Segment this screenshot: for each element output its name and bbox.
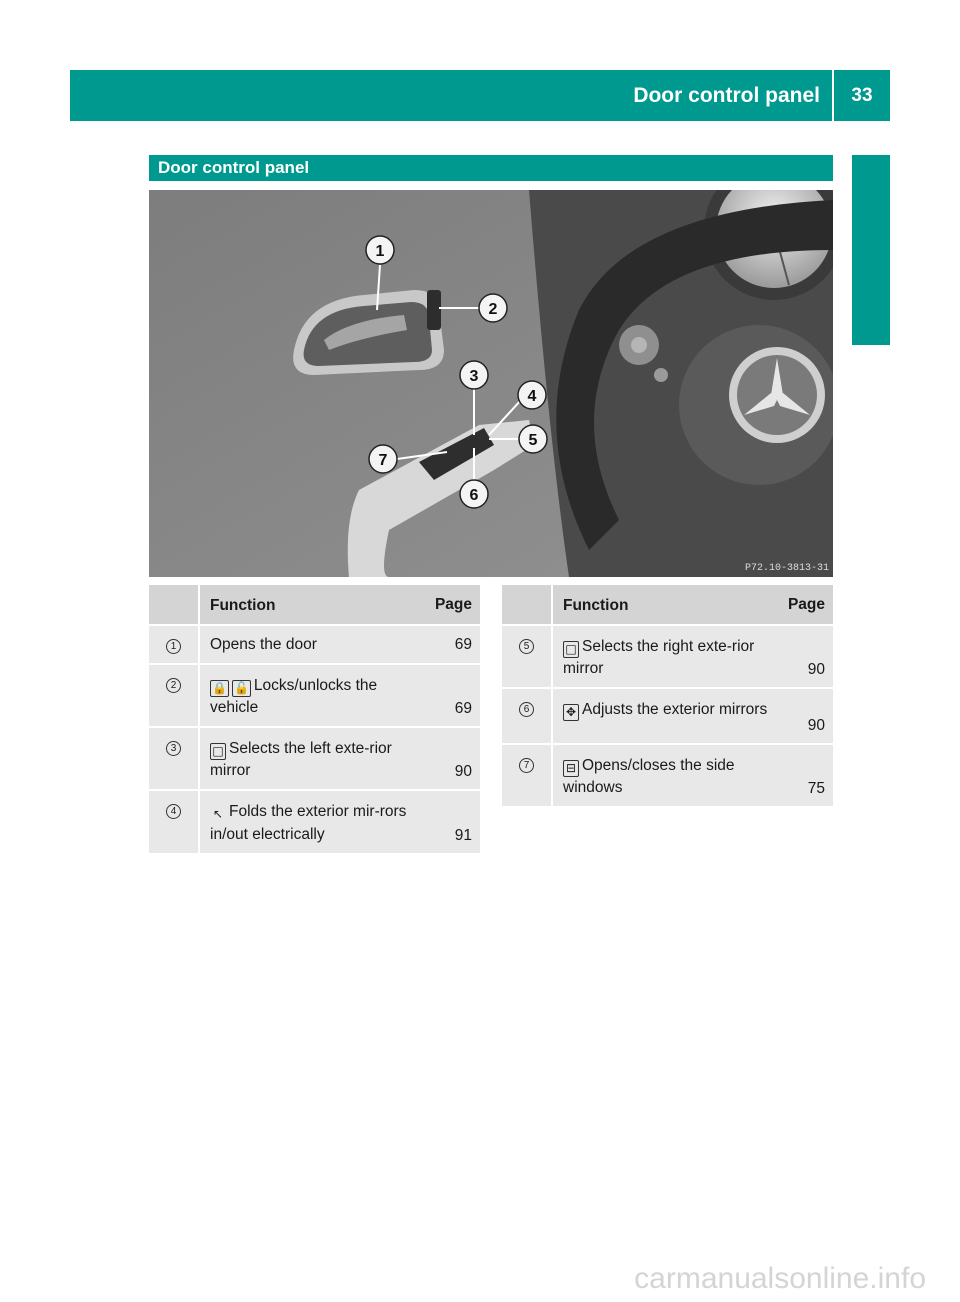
row-function: Selects the right exte-rior mirror bbox=[563, 638, 755, 677]
col-number bbox=[502, 585, 552, 625]
table-row bbox=[502, 688, 833, 744]
callout-6-label: 6 bbox=[469, 487, 479, 504]
row-function: Adjusts the exterior mirrors bbox=[582, 701, 768, 718]
row-page: 90 bbox=[429, 727, 480, 790]
door-panel-illustration bbox=[149, 190, 833, 577]
row-page: 69 bbox=[429, 625, 480, 664]
row-page: 90 bbox=[782, 688, 833, 744]
col-page: Page bbox=[782, 585, 833, 625]
header-title: Door control panel bbox=[633, 83, 820, 107]
function-table-left bbox=[149, 585, 480, 855]
adjust-mirror-icon: ✥ bbox=[563, 704, 579, 721]
col-function: Function bbox=[552, 585, 782, 625]
callout-7-label: 7 bbox=[378, 452, 388, 469]
row-number: 7 bbox=[519, 758, 534, 773]
table-header-row bbox=[502, 585, 833, 625]
row-number: 3 bbox=[166, 741, 181, 756]
table-row bbox=[502, 744, 833, 807]
row-page: 69 bbox=[429, 664, 480, 727]
callout-1 bbox=[366, 236, 394, 264]
col-function: Function bbox=[199, 585, 429, 625]
door-panel-photo bbox=[149, 190, 833, 577]
callout-4 bbox=[518, 381, 546, 409]
callout-7 bbox=[369, 445, 397, 473]
table-row bbox=[149, 790, 480, 854]
section-title: Door control panel bbox=[149, 155, 833, 181]
callout-4-label: 4 bbox=[527, 388, 537, 405]
row-number: 2 bbox=[166, 678, 181, 693]
row-page: 75 bbox=[782, 744, 833, 807]
col-page: Page bbox=[429, 585, 480, 625]
row-page: 90 bbox=[782, 625, 833, 688]
callout-6 bbox=[460, 480, 488, 508]
side-tab-text: At a glance bbox=[859, 213, 883, 327]
callout-1-label: 1 bbox=[375, 243, 385, 260]
callout-5 bbox=[519, 425, 547, 453]
row-function: Folds the exterior mir-rors in/out electrically bbox=[210, 803, 407, 843]
row-function: Opens/closes the side windows bbox=[563, 757, 735, 796]
fold-mirror-icon: ↖ bbox=[212, 807, 224, 821]
window-icon: ⊟ bbox=[563, 760, 579, 777]
row-function: Locks/unlocks the vehicle bbox=[210, 677, 378, 716]
function-table-right bbox=[502, 585, 833, 808]
callout-2 bbox=[479, 294, 507, 322]
side-tab-label bbox=[852, 200, 890, 340]
watermark: carmanualsonline.info bbox=[634, 1262, 926, 1295]
table-row bbox=[149, 727, 480, 790]
callout-3-label: 3 bbox=[469, 368, 479, 385]
table-row bbox=[149, 664, 480, 727]
lock-icon: 🔒 bbox=[212, 681, 227, 695]
callout-3 bbox=[460, 361, 488, 389]
table-row bbox=[149, 625, 480, 664]
row-page: 91 bbox=[429, 790, 480, 854]
row-function: Opens the door bbox=[210, 636, 317, 653]
right-mirror-icon: □ bbox=[563, 641, 579, 658]
row-function: Selects the left exte-rior mirror bbox=[210, 740, 392, 779]
left-mirror-icon: □ bbox=[210, 743, 226, 760]
photo-code: P72.10-3813-31 bbox=[744, 563, 829, 574]
unlock-icon: 🔓 bbox=[233, 681, 249, 695]
callout-2-label: 2 bbox=[488, 301, 498, 318]
page-header bbox=[70, 70, 890, 121]
page-number: 33 bbox=[851, 84, 873, 106]
callout-5-label: 5 bbox=[528, 432, 538, 449]
row-number: 1 bbox=[166, 639, 181, 654]
row-number: 4 bbox=[166, 804, 181, 819]
row-number: 5 bbox=[519, 639, 534, 654]
row-number: 6 bbox=[519, 702, 534, 717]
col-number bbox=[149, 585, 199, 625]
table-row bbox=[502, 625, 833, 688]
table-header-row bbox=[149, 585, 480, 625]
